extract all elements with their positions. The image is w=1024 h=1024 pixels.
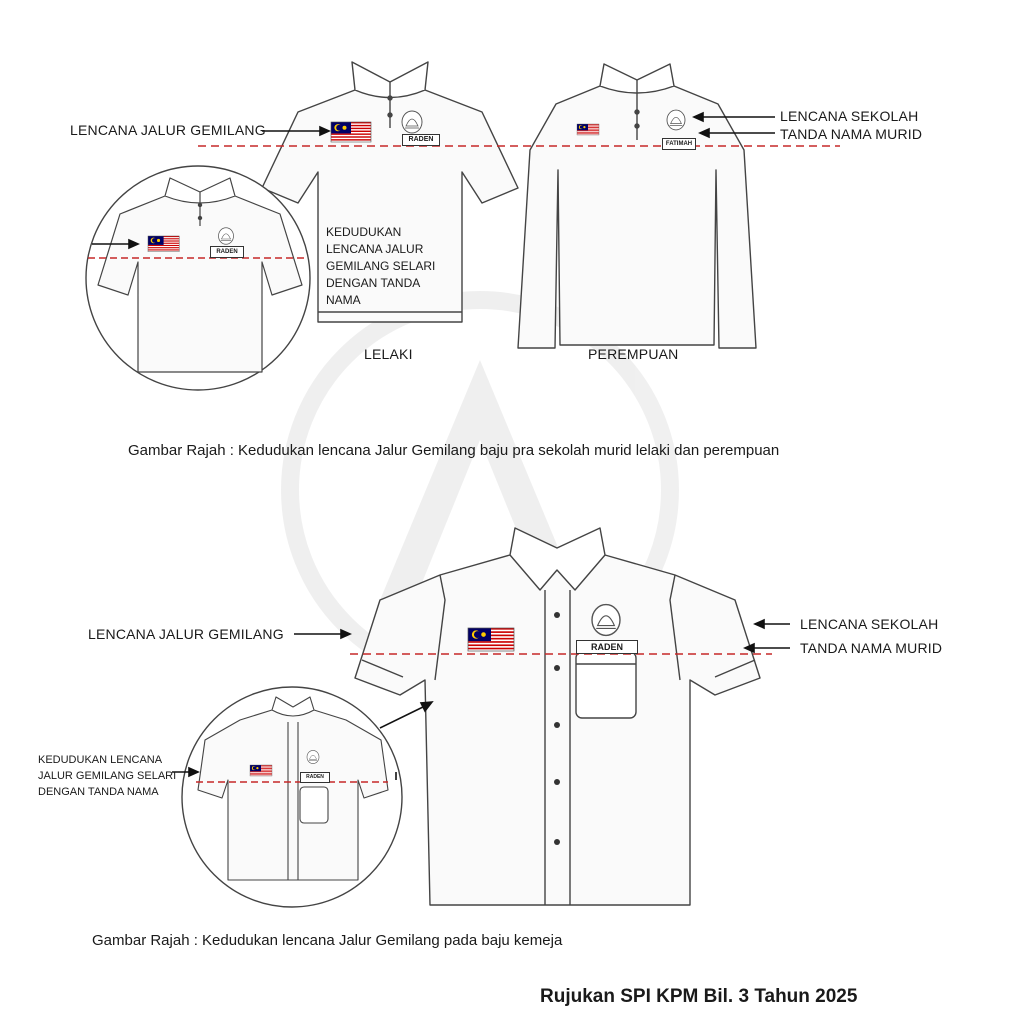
note-alignment-top: KEDUDUKAN LENCANA JALUR GEMILANG SELARI DENGAN TANDA NAMA [326, 225, 436, 307]
label-male: LELAKI [364, 346, 413, 362]
label-name-tag-top: TANDA NAMA MURID [780, 126, 923, 142]
flag-badge-male [331, 122, 371, 142]
school-crest-shirt [592, 605, 620, 636]
female-long-sleeve-shirt [518, 64, 756, 348]
label-female: PEREMPUAN [588, 346, 679, 362]
name-tag-inset-bottom: RADEN [300, 772, 330, 783]
reference-text: Rujukan SPI KPM Bil. 3 Tahun 2025 [540, 986, 858, 1007]
name-tag-female: FATIMAH [662, 138, 696, 150]
button-up-shirt-inset [182, 687, 402, 907]
male-polo-inset [86, 166, 310, 390]
flag-badge-shirt [468, 628, 514, 651]
name-tag-male: RADEN [402, 134, 440, 146]
label-flag-badge-bottom: LENCANA JALUR GEMILANG [88, 626, 284, 642]
name-tag-shirt: RADEN [576, 640, 638, 654]
label-school-badge-top: LENCANA SEKOLAH [780, 108, 919, 124]
button-up-shirt [355, 528, 760, 905]
label-name-tag-bottom: TANDA NAMA MURID [800, 640, 943, 656]
caption-bottom: Gambar Rajah : Kedudukan lencana Jalur Gemilang pada baju kemeja [92, 932, 563, 949]
label-school-badge-bottom: LENCANA SEKOLAH [800, 616, 939, 632]
school-crest-male [402, 111, 422, 133]
flag-badge-female [577, 124, 599, 135]
school-crest-female [667, 110, 685, 130]
name-tag-inset-top: RADEN [210, 246, 244, 258]
note-alignment-bottom: KEDUDUKAN LENCANA JALUR GEMILANG SELARI DENGAN TANDA NAMA [38, 754, 177, 798]
caption-top: Gambar Rajah : Kedudukan lencana Jalur Gemilang baju pra sekolah murid lelaki dan perempuan [128, 442, 780, 459]
label-flag-badge-top: LENCANA JALUR GEMILANG [70, 122, 266, 138]
